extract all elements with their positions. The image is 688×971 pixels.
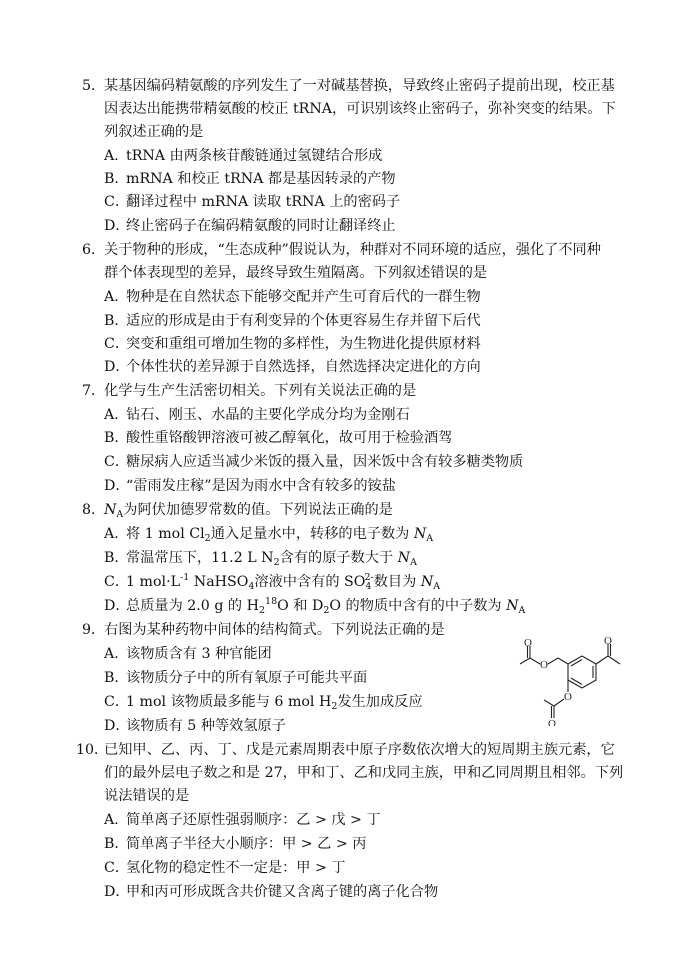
q7-number: 7． (82, 383, 106, 399)
q9-option-b: B．该物质分子中的所有氧原子可能共平面 (104, 670, 368, 686)
q7-option-d: D．“雷雨发庄稼”是因为雨水中含有较多的铵盐 (104, 478, 396, 494)
oxygen-label: O (524, 637, 532, 649)
oxygen-label: O (564, 691, 572, 703)
ester-bond (554, 699, 564, 706)
oxygen-label: O (548, 718, 556, 726)
q8-option-a: A．将 1 mol $Cl_2$通入足量水中，转移的电子数为 $N_A$ (104, 526, 434, 544)
q10-number: 10． (76, 742, 109, 758)
q10-option-d: D．甲和丙可形成既含共价键又含离子键的离子化合物 (104, 884, 439, 900)
q8-option-b: B．常温常压下，11.2 L $N_2$含有的原子数大于 $N_A$ (104, 550, 417, 568)
methyl-bond (608, 656, 620, 664)
q5-stem-line: 因表达出能携带精氨酸的校正 tRNA，可识别该终止密码子，弥补突变的结果。下 (104, 101, 616, 117)
methyl-bond (520, 658, 530, 664)
acetyl-bond (596, 656, 608, 664)
q5-stem-line: 某基因编码精氨酸的序列发生了一对碱基替换，导致终止密码子提前出现，校正基 (104, 78, 615, 94)
oxygen-label: O (540, 659, 548, 671)
q7-option-a: A．钻石、刚玉、水晶的主要化学成分均为金刚石 (104, 407, 410, 423)
q6-option-d: D．个体性状的差异源于自然选择，自然选择决定进化的方向 (104, 359, 481, 375)
q10-option-a: A．简单离子还原性强弱顺序：乙 > 戊 > 丁 (104, 812, 381, 828)
q6-number: 6． (82, 242, 106, 258)
methyl-bond (544, 700, 554, 706)
q6-option-a: A．物种是在自然状态下能够交配并产生可育后代的一群生物 (104, 289, 481, 305)
q9-number: 9． (82, 622, 106, 638)
q10-option-c: C．氢化物的稳定性不一定是：甲 > 丁 (104, 860, 346, 876)
q6-stem-line: 群个体表现型的差异，最终导致生殖隔离。下列叙述错误的是 (104, 265, 488, 281)
q6-option-c: C．突变和重组可增加生物的多样性，为生物进化提供原材料 (104, 336, 481, 352)
q10-option-b: B．简单离子半径大小顺序：甲 > 乙 > 丙 (104, 836, 367, 852)
q5-stem-line: 列叙述正确的是 (104, 124, 204, 140)
q10-stem-line: 们的最外层电子数之和是 27，甲和丁、乙和戊同主族，甲和乙同周期且相邻。下列 (104, 765, 624, 781)
benzene-ring (568, 656, 596, 688)
q7-option-b: B．酸性重铬酸钾溶液可被乙醇氧化，故可用于检验酒驾 (104, 430, 453, 446)
q5-option-d: D．终止密码子在编码精氨酸的同时让翻译终止 (104, 218, 396, 234)
q6-stem-line: 关于物种的形成，“生态成种”假说认为，种群对不同环境的适应，强化了不同种 (104, 242, 601, 258)
q6-option-b: B．适应的形成是由于有利变异的个体更容易生存并留下后代 (104, 313, 481, 329)
q9-option-c: C．1 mol 该物质最多能与 6 mol $H_2$发生加成反应 (104, 694, 423, 712)
q8-number: 8． (82, 502, 106, 518)
q5-option-b: B．mRNA 和校正 tRNA 都是基因转录的产物 (104, 171, 396, 187)
q10-stem-line: 已知甲、乙、丙、丁、戊是元素周期表中原子序数依次增大的短周期主族元素，它 (104, 742, 615, 758)
q9-option-d: D．该物质有 5 种等效氢原子 (104, 718, 286, 734)
q7-option-c: C．糖尿病人应适当减少米饭的摄入量，因米饭中含有较多糖类物质 (104, 454, 524, 470)
ester-oxygen-bond (548, 658, 558, 664)
q5-number: 5． (82, 78, 106, 94)
q8-option-d: D．总质量为 2.0 g 的 $H_2^{18}O$ 和 $D_2O$ 的物质中含有的中子数为 $N_A$ (104, 596, 526, 616)
q7-stem-line: 化学与生产生活密切相关。下列有关说法正确的是 (104, 383, 417, 399)
q8-option-c: C．1 $mol\cdot L^{-1}$ NaHSO$_4$溶液中含有的 $SO_4^{2-}$数目为 $N_A$ (104, 572, 441, 592)
q5-option-c: C．翻译过程中 mRNA 读取 tRNA 上的密码子 (104, 194, 401, 210)
q9-stem-line: 右图为某种药物中间体的结构简式。下列说法正确的是 (104, 622, 445, 638)
q9-option-a: A．该物质含有 3 种官能团 (104, 646, 272, 662)
q10-stem-line: 说法错误的是 (104, 788, 190, 804)
chemical-structure-diagram (500, 636, 630, 726)
q8-stem-line: $N_A$为阿伏加德罗常数的值。下列说法正确的是 (104, 502, 393, 520)
ring-double-bond (571, 660, 582, 667)
q5-option-a: A．tRNA 由两条核苷酸链通过氢键结合形成 (104, 148, 383, 164)
ring-double-bond (571, 678, 582, 685)
oxygen-label: O (604, 636, 612, 647)
ester-bond (530, 658, 540, 664)
ch2-bond (558, 658, 568, 664)
